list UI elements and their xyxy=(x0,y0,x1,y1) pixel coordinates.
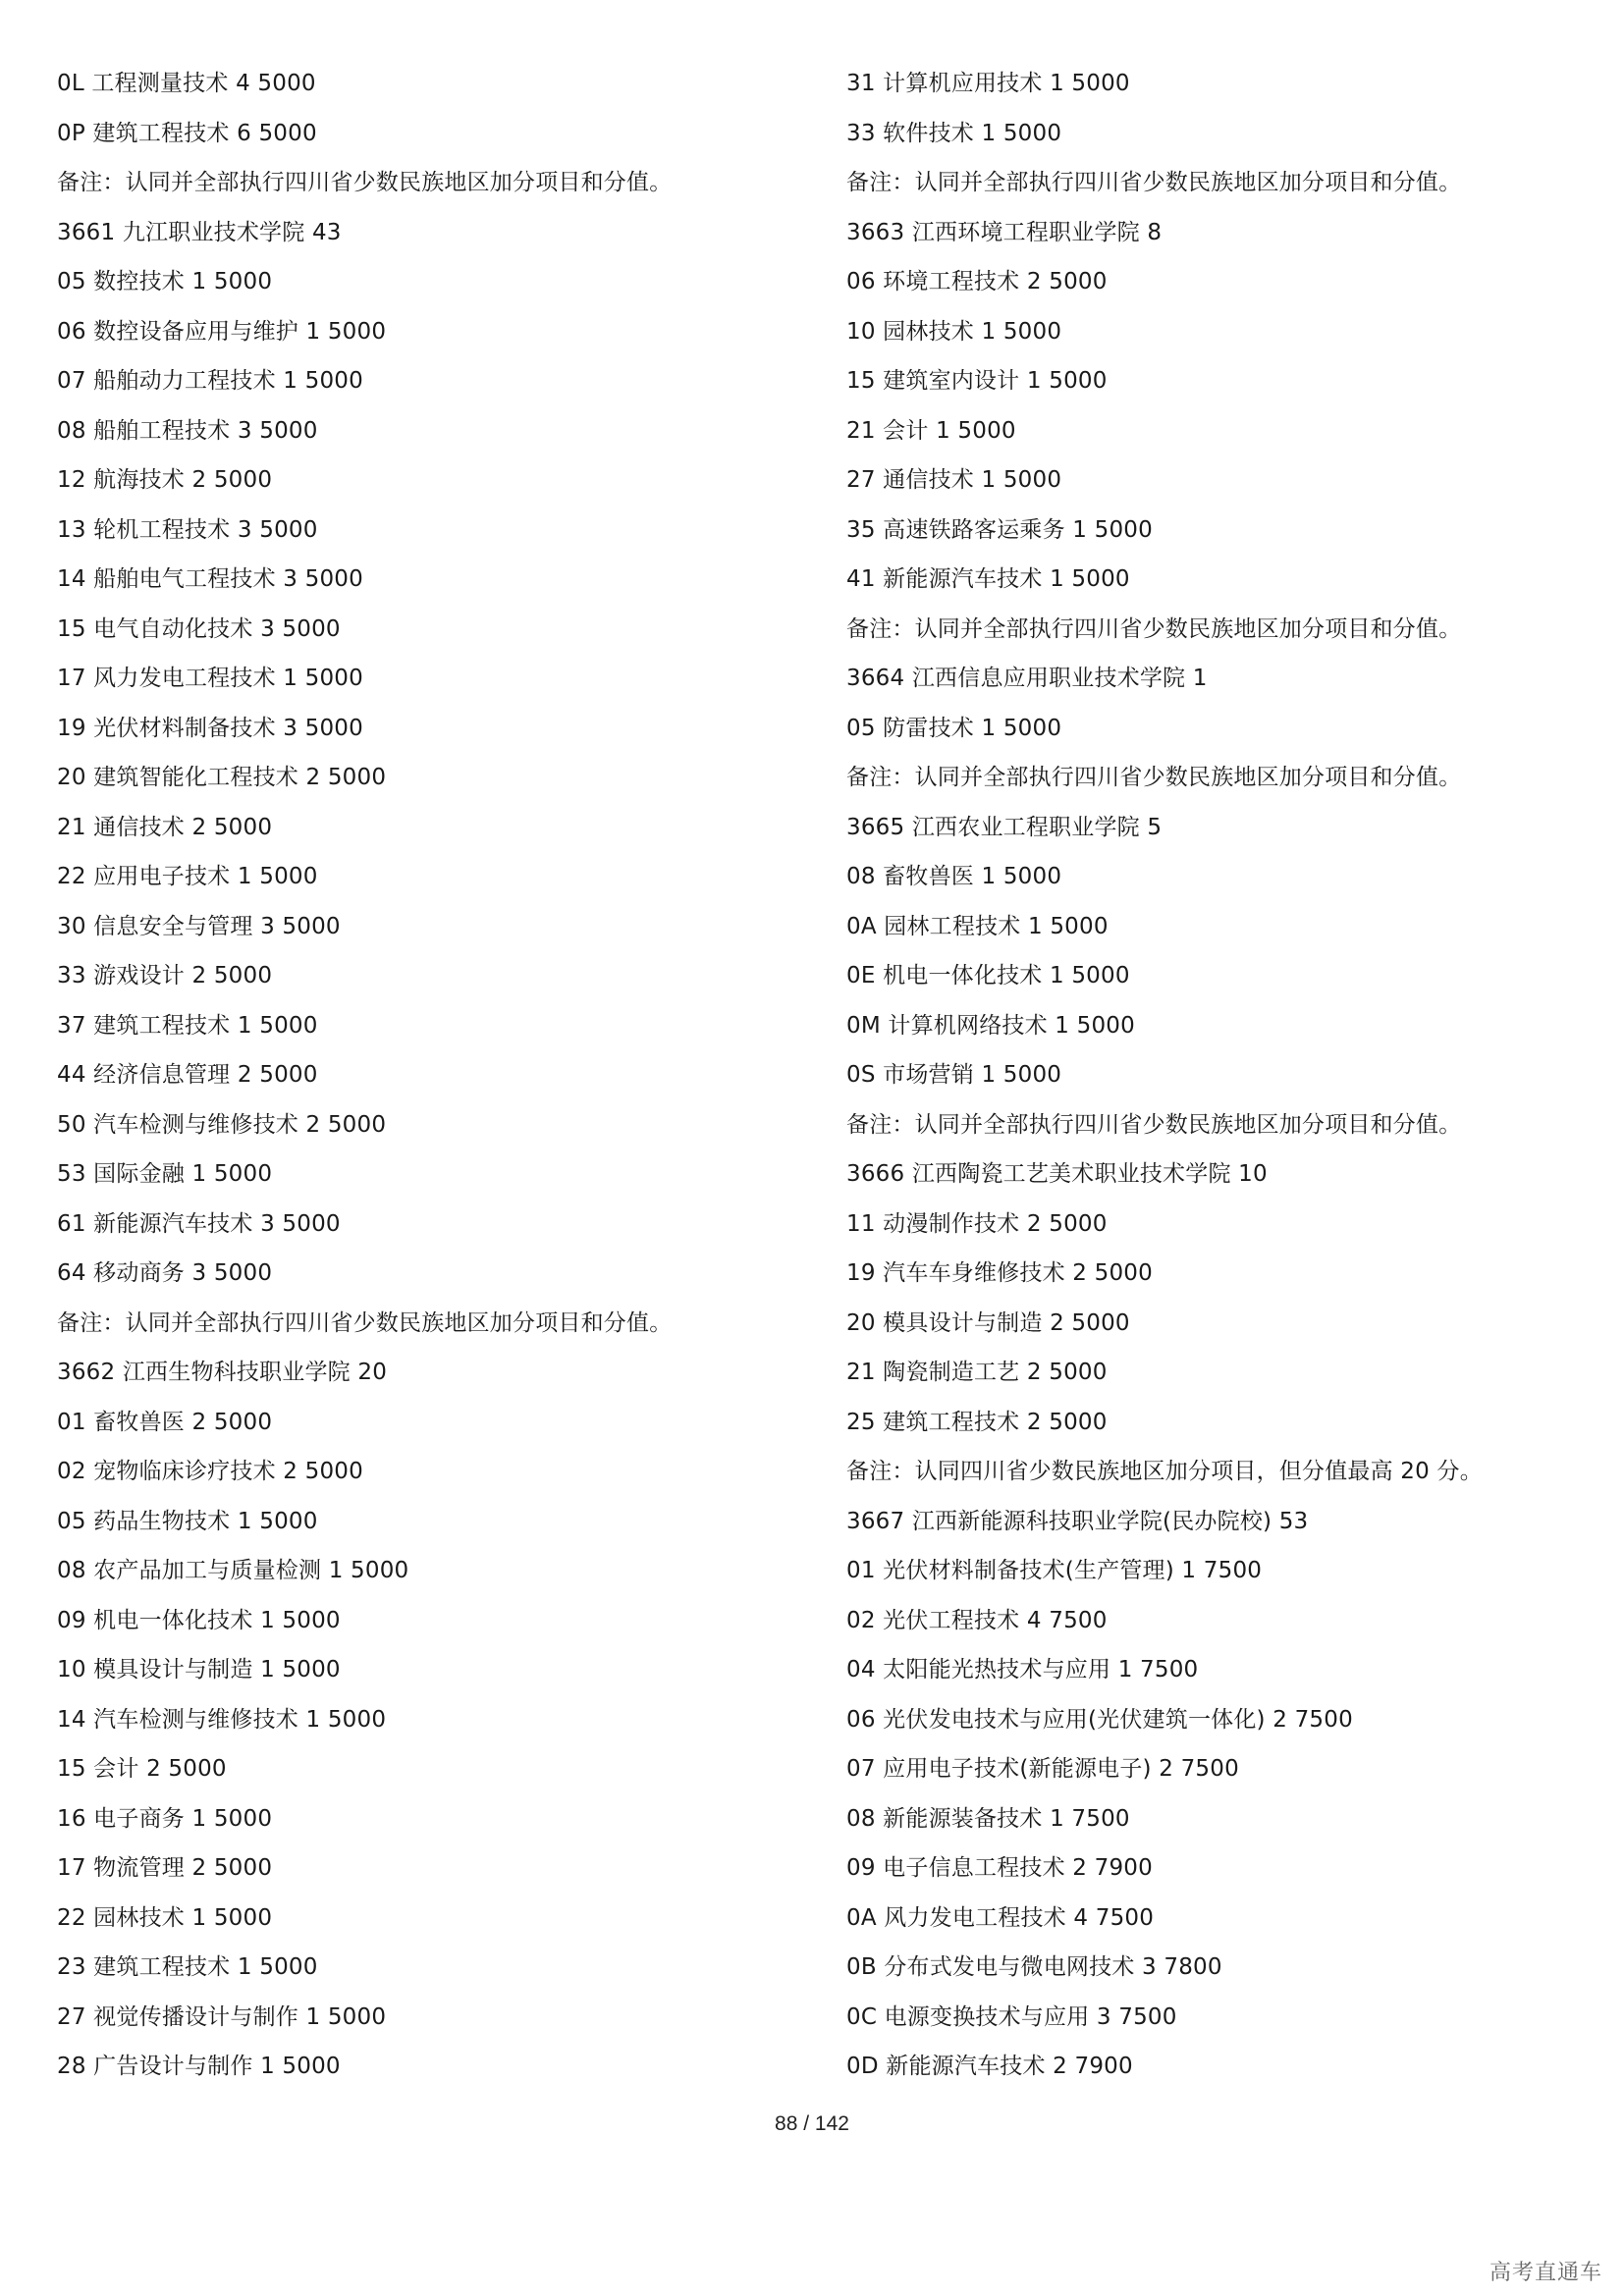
entry-line: 06 光伏发电技术与应用(光伏建筑一体化) 2 7500 xyxy=(846,1706,1353,1733)
school-heading: 3664 江西信息应用职业技术学院 1 xyxy=(846,666,1208,691)
entry-line: 14 汽车检测与维修技术 1 5000 xyxy=(57,1706,387,1733)
entry-line: 02 宠物临床诊疗技术 2 5000 xyxy=(57,1459,363,1484)
entry-line: 21 会计 1 5000 xyxy=(846,417,1016,444)
entry-line: 21 通信技术 2 5000 xyxy=(57,814,273,840)
entry-line: 28 广告设计与制作 1 5000 xyxy=(57,2054,341,2079)
entry-line: 07 船舶动力工程技术 1 5000 xyxy=(57,368,363,394)
entry-line: 13 轮机工程技术 3 5000 xyxy=(57,516,318,543)
entry-line: 01 畜牧兽医 2 5000 xyxy=(57,1409,273,1435)
entry-line: 05 药品生物技术 1 5000 xyxy=(57,1508,318,1534)
entry-line: 41 新能源汽车技术 1 5000 xyxy=(846,566,1130,592)
entry-line: 05 防雷技术 1 5000 xyxy=(846,715,1062,741)
entry-line: 0B 分布式发电与微电网技术 3 7800 xyxy=(846,1954,1222,1980)
entry-line: 04 太阳能光热技术与应用 1 7500 xyxy=(846,1657,1199,1682)
entry-line: 33 游戏设计 2 5000 xyxy=(57,963,273,988)
entry-line: 0M 计算机网络技术 1 5000 xyxy=(846,1012,1135,1039)
entry-line: 06 数控设备应用与维护 1 5000 xyxy=(57,318,387,345)
note-line: 备注：认同并全部执行四川省少数民族地区加分项目和分值。 xyxy=(846,1111,1462,1138)
entry-line: 09 电子信息工程技术 2 7900 xyxy=(846,1855,1153,1881)
entry-line: 08 船舶工程技术 3 5000 xyxy=(57,417,318,444)
entry-line: 10 模具设计与制造 1 5000 xyxy=(57,1657,341,1682)
note-line: 备注：认同并全部执行四川省少数民族地区加分项目和分值。 xyxy=(846,615,1462,642)
entry-line: 20 建筑智能化工程技术 2 5000 xyxy=(57,765,387,790)
entry-line: 08 新能源装备技术 1 7500 xyxy=(846,1805,1130,1832)
entry-line: 21 陶瓷制造工艺 2 5000 xyxy=(846,1360,1108,1385)
note-line: 备注：认同并全部执行四川省少数民族地区加分项目和分值。 xyxy=(57,170,673,195)
school-heading: 3666 江西陶瓷工艺美术职业技术学院 10 xyxy=(846,1161,1268,1187)
entry-line: 0L 工程测量技术 4 5000 xyxy=(57,71,316,96)
entry-line: 22 园林技术 1 5000 xyxy=(57,1904,273,1931)
entry-line: 06 环境工程技术 2 5000 xyxy=(846,269,1108,294)
entry-line: 11 动漫制作技术 2 5000 xyxy=(846,1210,1108,1237)
entry-line: 30 信息安全与管理 3 5000 xyxy=(57,913,341,939)
entry-line: 44 经济信息管理 2 5000 xyxy=(57,1062,318,1088)
school-heading: 3667 江西新能源科技职业学院(民办院校) 53 xyxy=(846,1508,1309,1534)
right-column xyxy=(846,65,1612,2098)
page-number: 88 / 142 xyxy=(775,2112,849,2135)
school-heading: 3661 九江职业技术学院 43 xyxy=(57,219,342,245)
entry-line: 0E 机电一体化技术 1 5000 xyxy=(846,963,1130,988)
entry-line: 10 园林技术 1 5000 xyxy=(846,318,1062,345)
entry-line: 17 风力发电工程技术 1 5000 xyxy=(57,666,363,691)
entry-line: 50 汽车检测与维修技术 2 5000 xyxy=(57,1111,387,1138)
watermark: 高考直通车 xyxy=(1489,2261,1602,2285)
entry-line: 15 建筑室内设计 1 5000 xyxy=(846,368,1108,394)
entry-line: 0P 建筑工程技术 6 5000 xyxy=(57,120,317,146)
entry-line: 15 会计 2 5000 xyxy=(57,1756,227,1782)
entry-line: 64 移动商务 3 5000 xyxy=(57,1260,273,1286)
entry-line: 14 船舶电气工程技术 3 5000 xyxy=(57,566,363,592)
entry-line: 37 建筑工程技术 1 5000 xyxy=(57,1012,318,1039)
entry-line: 0D 新能源汽车技术 2 7900 xyxy=(846,2054,1133,2079)
entry-line: 35 高速铁路客运乘务 1 5000 xyxy=(846,516,1153,543)
entry-line: 22 应用电子技术 1 5000 xyxy=(57,864,318,889)
entry-line: 17 物流管理 2 5000 xyxy=(57,1855,273,1881)
note-line: 备注：认同并全部执行四川省少数民族地区加分项目和分值。 xyxy=(57,1309,673,1336)
entry-line: 23 建筑工程技术 1 5000 xyxy=(57,1954,318,1980)
entry-line: 02 光伏工程技术 4 7500 xyxy=(846,1607,1108,1633)
entry-line: 19 汽车车身维修技术 2 5000 xyxy=(846,1260,1153,1286)
entry-line: 53 国际金融 1 5000 xyxy=(57,1161,273,1187)
note-line: 备注：认同四川省少数民族地区加分项目，但分值最高 20 分。 xyxy=(846,1459,1483,1484)
school-heading: 3665 江西农业工程职业学院 5 xyxy=(846,814,1163,840)
entry-line: 09 机电一体化技术 1 5000 xyxy=(57,1607,341,1633)
entry-line: 08 农产品加工与质量检测 1 5000 xyxy=(57,1558,409,1583)
entry-line: 08 畜牧兽医 1 5000 xyxy=(846,864,1062,889)
entry-line: 27 视觉传播设计与制作 1 5000 xyxy=(57,2003,387,2030)
entry-line: 27 通信技术 1 5000 xyxy=(846,467,1062,493)
entry-line: 31 计算机应用技术 1 5000 xyxy=(846,71,1130,96)
school-heading: 3663 江西环境工程职业学院 8 xyxy=(846,219,1163,245)
entry-line: 0C 电源变换技术与应用 3 7500 xyxy=(846,2003,1177,2030)
note-line: 备注：认同并全部执行四川省少数民族地区加分项目和分值。 xyxy=(846,765,1462,790)
entry-line: 07 应用电子技术(新能源电子) 2 7500 xyxy=(846,1756,1239,1782)
entry-line: 33 软件技术 1 5000 xyxy=(846,120,1062,146)
entry-line: 16 电子商务 1 5000 xyxy=(57,1805,273,1832)
entry-line: 12 航海技术 2 5000 xyxy=(57,467,273,493)
left-column xyxy=(57,65,823,2098)
entry-line: 25 建筑工程技术 2 5000 xyxy=(846,1409,1108,1435)
entry-line: 61 新能源汽车技术 3 5000 xyxy=(57,1210,341,1237)
entry-line: 05 数控技术 1 5000 xyxy=(57,269,273,294)
note-line: 备注：认同并全部执行四川省少数民族地区加分项目和分值。 xyxy=(846,170,1462,195)
entry-line: 01 光伏材料制备技术(生产管理) 1 7500 xyxy=(846,1558,1263,1583)
entry-line: 19 光伏材料制备技术 3 5000 xyxy=(57,715,363,741)
entry-line: 0A 风力发电工程技术 4 7500 xyxy=(846,1904,1155,1931)
entry-line: 0S 市场营销 1 5000 xyxy=(846,1062,1062,1088)
school-heading: 3662 江西生物科技职业学院 20 xyxy=(57,1360,388,1385)
entry-line: 20 模具设计与制造 2 5000 xyxy=(846,1309,1130,1336)
entry-line: 0A 园林工程技术 1 5000 xyxy=(846,913,1109,939)
entry-line: 15 电气自动化技术 3 5000 xyxy=(57,615,341,642)
